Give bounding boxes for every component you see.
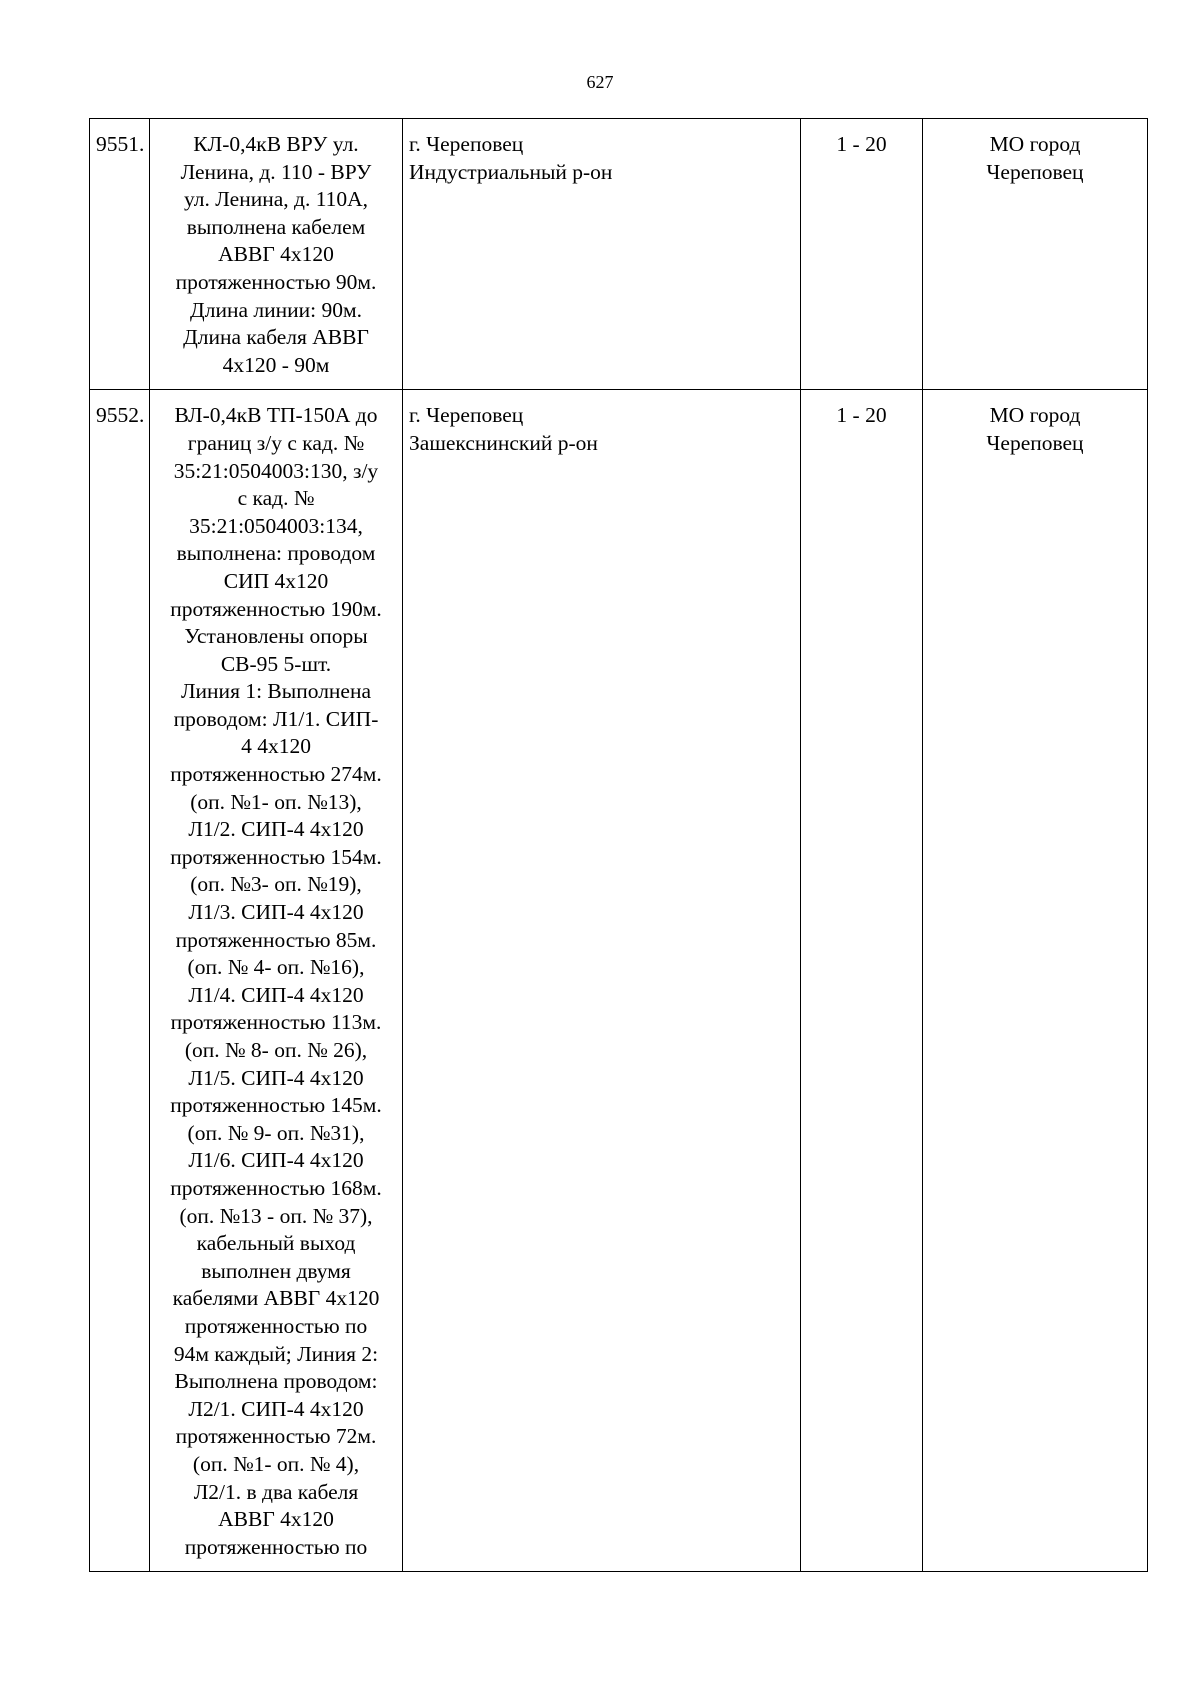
range-value: 1 - 20	[801, 390, 923, 1572]
object-location	[403, 119, 801, 390]
text-line: протяженностью по	[184, 1534, 368, 1559]
text-line: ул. Ленина, д. 110А,	[183, 187, 369, 212]
text-line: ВЛ-0,4кВ ТП-150А до	[174, 403, 378, 428]
text-line: (оп. № 9- оп. №31),	[187, 1120, 365, 1145]
text-line: 94м каждый; Линия 2:	[173, 1341, 379, 1366]
text-line: протяженностью 90м.	[175, 269, 377, 294]
text-line: СИП 4х120	[223, 568, 329, 593]
text-line: выполнена кабелем	[186, 214, 366, 239]
text-line: (оп. №3- оп. №19),	[190, 872, 362, 897]
record-number: 9551.	[90, 119, 150, 390]
text-line: (оп. № 4- оп. №16),	[187, 955, 365, 980]
text-line: АВВГ 4х120	[218, 1507, 334, 1532]
text-line: Ленина, д. 110 - ВРУ	[180, 159, 372, 184]
table-row	[90, 119, 1148, 390]
text-line: кабельный выход	[196, 1231, 356, 1256]
text-line: протяженностью по	[184, 1313, 368, 1338]
text-line: Л1/5. СИП-4 4х120	[188, 1065, 364, 1090]
range-value: 1 - 20	[801, 119, 923, 390]
text-line: протяженностью 85м.	[175, 927, 377, 952]
text-line: Длина линии: 90м.	[190, 297, 362, 322]
text-line: 35:21:0504003:134,	[189, 513, 363, 538]
text-line: проводом: Л1/1. СИП-	[173, 706, 379, 731]
text-line: протяженностью 113м.	[170, 1010, 382, 1035]
text-line: 35:21:0504003:130, з/у	[173, 458, 379, 483]
text-line: 4 4х120	[241, 734, 311, 759]
text-line: Л1/2. СИП-4 4х120	[188, 817, 364, 842]
text-line: МО город	[989, 403, 1081, 428]
text-line: Л2/1. в два кабеля	[193, 1479, 359, 1504]
text-line: КЛ-0,4кВ ВРУ ул.	[193, 132, 359, 156]
text-line: протяженностью 72м.	[175, 1424, 377, 1449]
text-line: с кад. №	[237, 486, 315, 511]
table-row	[90, 390, 1148, 1572]
text-line: протяженностью 168м.	[170, 1175, 382, 1200]
registry-table	[89, 118, 1148, 1572]
text-line: протяженностью 274м.	[170, 762, 382, 787]
text-line: (оп. №1- оп. №13),	[190, 789, 362, 814]
record-number: 9552.	[90, 390, 150, 1572]
text-line: протяженностью 190м.	[170, 596, 382, 621]
object-location	[403, 390, 801, 1572]
text-line: АВВГ 4х120	[218, 242, 334, 267]
text-line: Л2/1. СИП-4 4х120	[188, 1396, 364, 1421]
text-line: Л1/6. СИП-4 4х120	[188, 1148, 364, 1173]
text-line: Череповец	[986, 430, 1084, 455]
owner-name	[923, 390, 1148, 1572]
text-line: Л1/3. СИП-4 4х120	[188, 900, 364, 925]
text-line: Череповец	[986, 159, 1084, 184]
text-line: Длина кабеля АВВГ	[183, 325, 369, 350]
text-line: г. Череповец	[409, 403, 524, 428]
text-line: протяженностью 154м.	[170, 844, 382, 869]
text-line: 4х120 - 90м	[222, 352, 330, 377]
object-description	[150, 390, 403, 1572]
text-line: (оп. №13 - оп. № 37),	[179, 1203, 373, 1228]
text-line: (оп. №1- оп. № 4),	[192, 1451, 360, 1476]
page-number: 627	[586, 72, 614, 92]
text-line: Установлены опоры	[184, 624, 368, 649]
text-line: выполнен двумя	[201, 1258, 351, 1283]
owner-name	[923, 119, 1148, 390]
text-line: границ з/у с кад. №	[187, 430, 365, 455]
object-description	[150, 119, 403, 390]
text-line: Линия 1: Выполнена	[180, 679, 372, 704]
text-line: кабелями АВВГ 4х120	[172, 1286, 380, 1311]
text-line: (оп. № 8- оп. № 26),	[184, 1038, 368, 1062]
text-line: выполнена: проводом	[176, 541, 376, 566]
text-line: г. Череповец	[409, 132, 524, 156]
text-line: Индустриальный р-он	[409, 159, 613, 184]
text-line: протяженностью 145м.	[170, 1093, 382, 1118]
text-line: Л1/4. СИП-4 4х120	[188, 982, 364, 1007]
text-line: МО город	[989, 132, 1081, 156]
text-line: Выполнена проводом:	[174, 1369, 378, 1394]
text-line: Зашекснинский р-он	[409, 430, 598, 455]
text-line: СВ-95 5-шт.	[220, 651, 332, 676]
